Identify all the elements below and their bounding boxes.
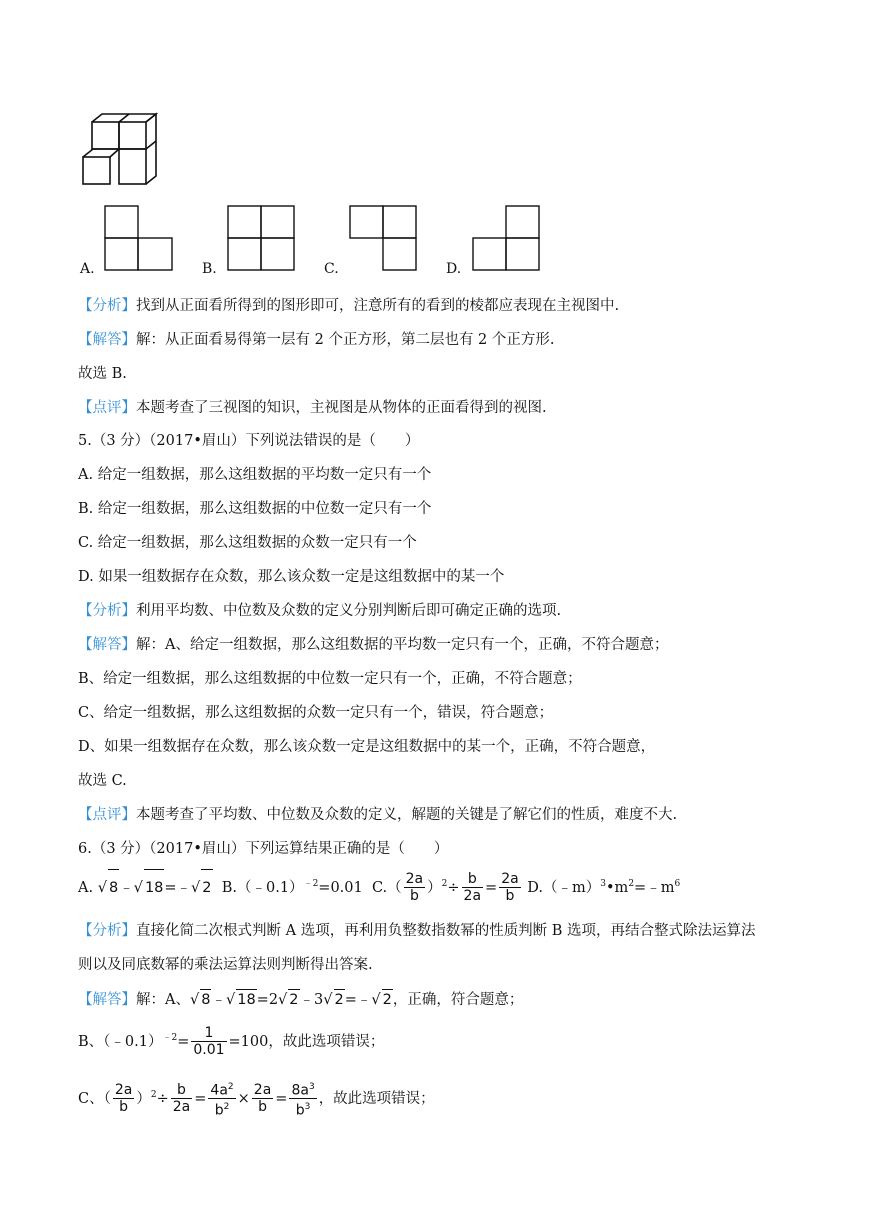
option-a-label: A.: [80, 261, 95, 277]
q5-comment: 【点评】本题考查了平均数、中位数及众数的定义，解题的关键是了解它们的性质，难度不大.: [78, 807, 678, 823]
formula-fraction: $\frac{b}{2a}$: [463, 871, 482, 905]
q4-answer: 【解答】解：从正面看易得第一层有 2 个正方形，第二层也有 2 个正方形.: [78, 332, 555, 348]
q5-analysis: 【分析】利用平均数、中位数及众数的定义分别判断后即可确定正确的选项.: [78, 603, 562, 619]
analysis-tag: 【分析】: [78, 298, 136, 314]
formula-fraction: $\frac{2a}{b}$: [253, 1082, 272, 1116]
q6-options: A. √ 8﹣√ 18=﹣√ 2 B.（﹣0.1）$^{﹣2}$=0.01 C.（ $\frac{2a}{b}$ ）$^2$÷ $\frac{b}{2a}$ = $\frac{2a}{b}$ $D.(﹣m)^3•m^2=﹣m^6$: [78, 866, 680, 906]
comment-tag: 【点评】: [78, 807, 136, 823]
formula-fraction: $\frac{8a^3}{b^3}$: [289, 1079, 316, 1119]
option-d-label: D.: [446, 261, 462, 277]
q6-analysis-1: 【分析】直接化简二次根式判断 A 选项，再利用负整数指数幂的性质判断 B 选项，再结合整式除法运算法: [78, 923, 756, 939]
analysis-tag: 【分析】: [78, 603, 136, 619]
q5-answer: 【解答】解：A、给定一组数据，那么这组数据的平均数一定只有一个，正确，不符合题意；: [78, 637, 669, 653]
q6-answer-b: B、（﹣0.1）$^{﹣2}$= $\frac{1}{0.01}$ =100，故此选项错误；: [78, 1025, 385, 1059]
option-c-figure: [349, 205, 419, 271]
formula-fraction: $\frac{1}{0.01}$: [193, 1025, 225, 1059]
formula-a: √ 8﹣√ 18=﹣√ 2: [98, 880, 213, 896]
comment-tag: 【点评】: [78, 400, 136, 416]
formula-fraction: $\frac{2a}{b}$: [501, 871, 519, 905]
q4-comment: 【点评】本题考查了三视图的知识，主视图是从物体的正面看得到的视图.: [78, 400, 547, 416]
q5-choice: 故选 C.: [78, 773, 127, 789]
q5-answer-b: B、给定一组数据，那么这组数据的中位数一定只有一个，正确，不符合题意；: [78, 671, 582, 687]
option-b-figure: [227, 205, 297, 271]
answer-tag: 【解答】: [78, 992, 136, 1008]
cube-figure: [80, 110, 160, 190]
q5-answer-d: D、如果一组数据存在众数，那么该众数一定是这组数据中的某一个，正确，不符合题意，: [78, 739, 656, 755]
q6-answer-c: C、（ $\frac{2a}{b}$ ）$^2$÷ $\frac{b}{2a}$ = $\frac{4a^2}{b^2}$ × $\frac{2a}{b}$ = $\frac{8a^3}{b^3}$ ，故此选项错误；: [78, 1075, 435, 1119]
formula-fraction: $\frac{4a^2}{b^2}$: [208, 1079, 235, 1119]
analysis-tag: 【分析】: [78, 923, 136, 939]
q4-analysis: 【分析】找到从正面看所得到的图形即可，注意所有的看到的棱都应表现在主视图中.: [78, 298, 620, 314]
q5-option-d: D. 如果一组数据存在众数，那么该众数一定是这组数据中的某一个: [78, 569, 505, 585]
answer-tag: 【解答】: [78, 637, 136, 653]
q6-answer-a: 【解答】解：A、√ 8﹣√ 18=2√ 2﹣3√ 2=﹣√ 2，正确，符合题意；: [78, 989, 523, 1010]
q4-choice: 故选 B.: [78, 366, 127, 382]
option-b-label: B.: [202, 261, 217, 277]
option-d-figure: [472, 205, 542, 271]
q5-option-a: A. 给定一组数据，那么这组数据的平均数一定只有一个: [78, 467, 432, 483]
q5-option-c: C. 给定一组数据，那么这组数据的众数一定只有一个: [78, 535, 417, 551]
q6-analysis-2: 则以及同底数幂的乘法运算法则判断得出答案.: [78, 957, 373, 973]
q5-stem: 5.（3 分）（2017•眉山）下列说法错误的是（ ）: [78, 433, 420, 449]
option-a-figure: [104, 205, 174, 271]
formula-fraction: $\frac{2a}{b}$: [405, 871, 424, 905]
q5-option-b: B. 给定一组数据，那么这组数据的中位数一定只有一个: [78, 501, 432, 517]
formula-fraction: $\frac{2a}{b}$: [114, 1082, 133, 1116]
formula-answer-a: √ 8﹣√ 18=2√ 2﹣3√ 2=﹣√ 2: [190, 992, 393, 1008]
q5-answer-c: C、给定一组数据，那么这组数据的众数一定只有一个，错误，符合题意；: [78, 705, 554, 721]
option-c-label: C.: [324, 261, 339, 277]
answer-tag: 【解答】: [78, 332, 136, 348]
formula-fraction: $\frac{b}{2a}$: [172, 1082, 191, 1116]
q6-stem: 6.（3 分）（2017•眉山）下列运算结果正确的是（ ）: [78, 841, 449, 857]
